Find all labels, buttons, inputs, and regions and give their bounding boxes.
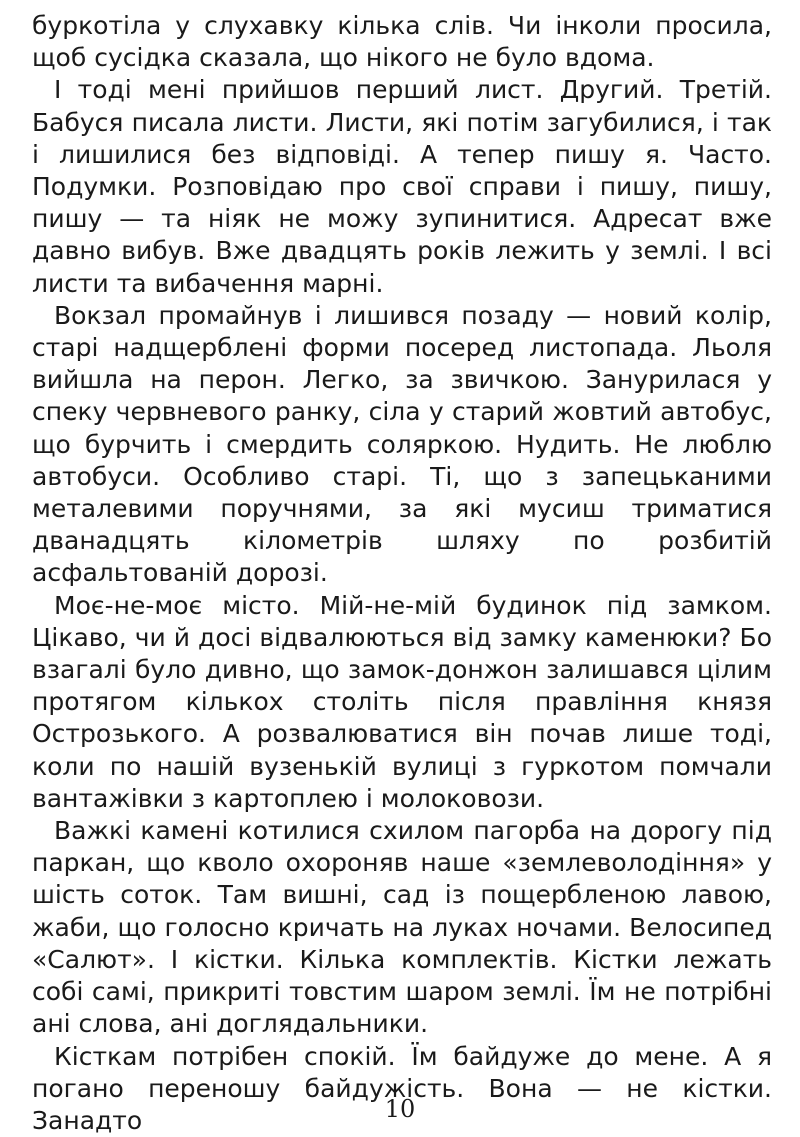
page-number: 10: [0, 1095, 800, 1123]
paragraph: Вокзал промайнув і лишився позаду — новий колір, старі надщерблені форми посеред листопада. Льоля вийшла на перон. Легко, за звичкою. Занурилася у спеку червневого ранку, сіла у старий жовтий автобус, що бурчить і смердить соляркою. Нудить. Не люблю автобуси. Особливо старі. Ті, що з запецьканими металевими поручнями, за які мусиш триматися дванадцять кілометрів шляху по розбитій асфальтованій дорозі.: [32, 300, 772, 590]
paragraph: І тоді мені прийшов перший лист. Другий. Третій. Бабуся писала листи. Листи, які потім загубилися, і так і лишилися без відповіді. А тепер пишу я. Часто. Подумки. Розповідаю про свої справи і пишу, пишу, пишу — та ніяк не можу зупинитися. Адресат вже давно вибув. Вже двадцять років лежить у землі. І всі листи та вибачення марні.: [32, 74, 772, 299]
paragraph: Кісткам потрібен спокій. Їм байдуже до мене. А я погано переношу байдужість. Вона — не кістки. Занадто: [32, 1041, 772, 1137]
paragraph: буркотіла у слухавку кілька слів. Чи інколи просила, щоб сусідка сказала, що нікого не було вдома.: [32, 10, 772, 74]
page-body: [32, 10, 772, 1137]
paragraph: Важкі камені котилися схилом пагорба на дорогу під паркан, що кволо охороняв наше «землеволодіння» у шість соток. Там вишні, сад із пощербленою лавою, жаби, що голосно кричать на луках ночами. Велосипед «Салют». І кістки. Кілька комплектів. Кістки лежать собі самі, прикриті товстим шаром землі. Їм не потрібні ані слова, ані доглядальники.: [32, 815, 772, 1040]
paragraph: Моє-не-моє місто. Мій-не-мій будинок під замком. Цікаво, чи й досі відвалюються від замку каменюки? Бо взагалі було дивно, що замок-донжон залишався цілим протягом кількох століть після правління князя Острозького. А розвалюватися він почав лише тоді, коли по нашій вузенькій вулиці з гуркотом помчали вантажівки з картоплею і молоковози.: [32, 590, 772, 815]
